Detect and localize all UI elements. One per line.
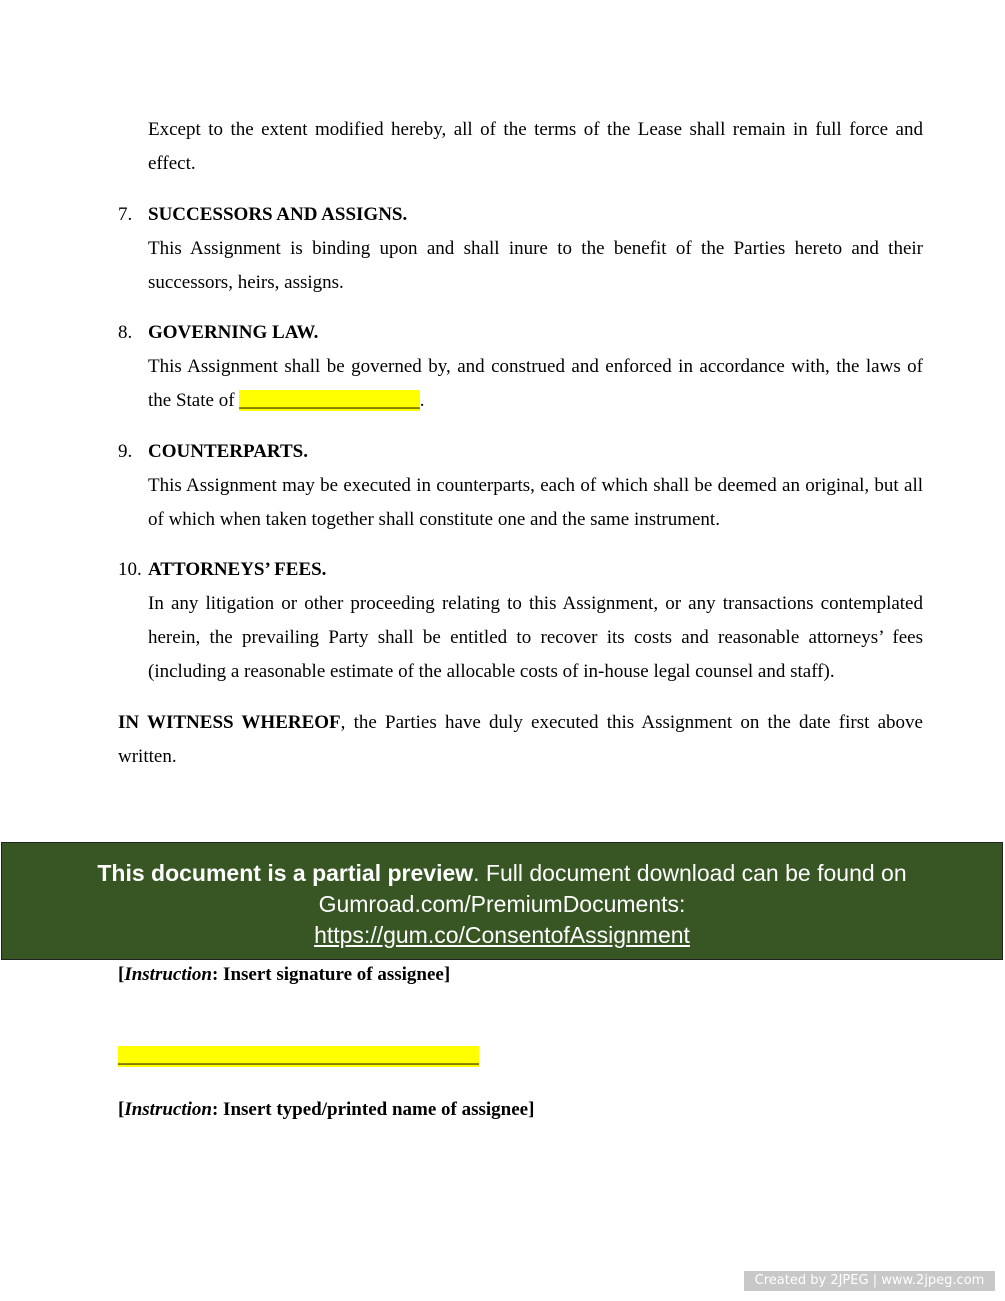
section-7-number: 7. (118, 204, 133, 225)
bracket: [ (118, 964, 125, 985)
name-blank-field[interactable]: ______________________________________ (118, 1046, 479, 1067)
section-7-body: This Assignment is binding upon and shall inure to the benefit of the Parties hereto and their successors, heirs, assigns. (148, 238, 923, 293)
watermark: Created by 2JPEG | www.2jpeg.com (744, 1271, 995, 1291)
preview-banner (1, 842, 1003, 960)
period: . (419, 390, 425, 411)
section-8-body (148, 350, 923, 418)
witness-bold: IN WITNESS WHEREOF (118, 712, 341, 733)
section-9-body: This Assignment may be executed in counterparts, each of which shall be deemed an original, but all of which when taken together shall constitute one and the same instrument. (148, 475, 923, 530)
witness-paragraph (118, 706, 923, 774)
state-blank-field[interactable]: ___________________ (239, 390, 420, 411)
banner-message: . Full document download can be found on Gumroad.com/PremiumDocuments: (318, 860, 907, 917)
intro-paragraph: Except to the extent modified hereby, all of the terms of the Lease shall remain in full force and effect. (148, 119, 923, 174)
instruction-label: Instruction (124, 964, 212, 985)
section-7-title: SUCCESSORS AND ASSIGNS. (148, 204, 408, 225)
gumroad-link[interactable]: https://gum.co/ConsentofAssignment (314, 922, 690, 948)
signature-instruction (118, 963, 923, 987)
witness-text: , the Parties have duly executed this Assignment on the date first above written. (118, 712, 923, 767)
instruction-label: Instruction (124, 1099, 212, 1120)
section-9-number: 9. (118, 441, 133, 462)
section-8-text: This Assignment shall be governed by, and construed and enforced in accordance with, the laws of the State of (148, 356, 923, 411)
instruction-text: : Insert typed/printed name of assignee] (211, 1099, 535, 1120)
section-8-number: 8. (118, 322, 133, 343)
bracket: [ (118, 1099, 125, 1120)
section-10-title: ATTORNEYS’ FEES. (148, 559, 327, 580)
instruction-text: : Insert signature of assignee] (211, 964, 451, 985)
section-9-title: COUNTERPARTS. (148, 441, 308, 462)
banner-text (92, 858, 912, 920)
name-instruction (118, 1093, 923, 1127)
section-10-body: In any litigation or other proceeding relating to this Assignment, or any transactions contemplated herein, the prevailing Party shall be entitled to recover its costs and reasonable attorneys’ fees (including a reasonable estimate of the allocable costs of in-house legal counsel and staff). (148, 593, 923, 682)
banner-bold: This document is a partial preview (97, 860, 474, 886)
section-8-title: GOVERNING LAW. (148, 322, 319, 343)
section-10-number: 10. (118, 559, 142, 580)
name-line (118, 1040, 923, 1074)
